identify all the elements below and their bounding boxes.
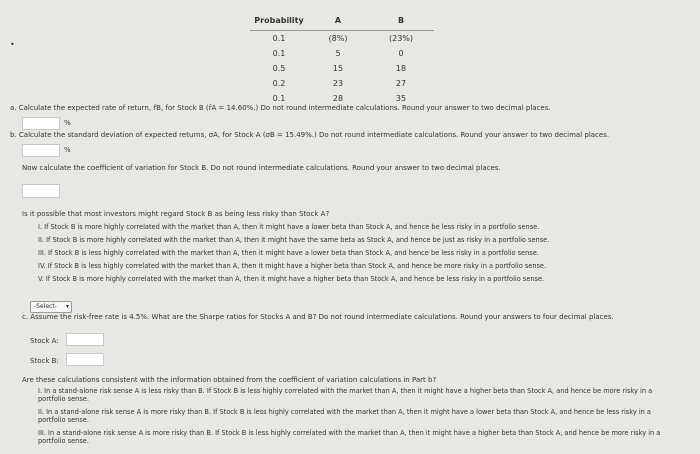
table-row: [250, 61, 434, 76]
list-item: V. If Stock B is more highly correlated with the market than A, then it might have a higher beta than Stock A, and hence be less risky in a portfolio sense.: [38, 275, 545, 283]
cell: (23%): [388, 34, 414, 43]
cv-instructions: Now calculate the coefficient of variation for Stock B. Do not round intermediate calculations. Round your answer to two decimal places.: [22, 164, 501, 172]
cell: 0: [398, 49, 404, 58]
percent-a: %: [64, 119, 71, 127]
cell: (8%): [328, 34, 348, 43]
cell: 0.1: [272, 49, 286, 58]
header-a: A: [308, 10, 368, 31]
cell: 23: [332, 79, 344, 88]
cell: 0.2: [272, 79, 286, 88]
sharpe-b-input[interactable]: [66, 353, 104, 366]
select-label: -Select-: [34, 303, 57, 310]
list-item: IV. If Stock B is less highly correlated with the market than A, then it might have a higher beta than Stock A, and hence be more risky in a portfolio sense.: [38, 262, 547, 270]
percent-b: %: [64, 146, 71, 154]
header-probability: Probability: [250, 10, 308, 31]
answer-select[interactable]: [30, 301, 72, 313]
list-item: II. If Stock B is more highly correlated with the market than A, then it might have the same beta as Stock A, and hence be just as risky in a portfolio sense.: [38, 236, 550, 244]
list-item: I. In a stand-alone risk sense A is less risky than B. If Stock B is less highly correlated with the market than A, then it might have a higher beta than Stock A, and hence be more risky in a portfolio sense.: [38, 387, 653, 403]
part-a-text: a. Calculate the expected rate of return, r̂B, for Stock B (r̂A = 14.60%.) Do not round intermediate calculations. Round your answer to two decimal places.: [10, 104, 551, 112]
stock-b-label: Stock B:: [30, 357, 59, 365]
probability-table: [250, 10, 434, 106]
table-row: [250, 76, 434, 91]
cell: 0.1: [272, 94, 286, 103]
cell: 27: [395, 79, 407, 88]
table-header-row: [250, 10, 434, 31]
cell: 15: [332, 64, 344, 73]
chevron-down-icon: ▾: [65, 303, 69, 310]
bullet-marker: •: [10, 40, 15, 49]
table-row: [250, 31, 434, 47]
sharpe-a-input[interactable]: [66, 333, 104, 346]
consistency-question: Are these calculations consistent with the information obtained from the coefficient of variation calculations in Part b?: [22, 376, 437, 384]
cv-b-input[interactable]: [22, 184, 60, 198]
part-b-text: b. Calculate the standard deviation of expected returns, σA, for Stock A (σB = 15.49%.) Do not round intermediate calculations. Round your answer to two decimal places.: [10, 131, 610, 139]
cell: 0.1: [272, 34, 286, 43]
question-text: Is it possible that most investors might regard Stock B as being less risky than Stock A?: [22, 210, 330, 218]
list-item: III. In a stand-alone risk sense A is more risky than B. If Stock B is less highly correlated with the market than A, then it might have a higher beta than Stock A, and hence be more risky in a portfolio sense.: [38, 429, 661, 445]
list-item: I. If Stock B is more highly correlated with the market than A, then it might have a lower beta than Stock A, and hence be less risky in a portfolio sense.: [38, 223, 540, 231]
cell: 18: [395, 64, 407, 73]
part-c-text: c. Assume the risk-free rate is 4.5%. What are the Sharpe ratios for Stocks A and B? Do not round intermediate calculations. Round your answers to four decimal places.: [22, 313, 614, 321]
table-row: [250, 46, 434, 61]
list-item: III. If Stock B is less highly correlated with the market than A, then it might have a lower beta than Stock A, and hence be less risky in a portfolio sense.: [38, 249, 539, 257]
header-b: B: [368, 10, 434, 31]
stock-a-label: Stock A:: [30, 337, 59, 345]
expected-return-b-input[interactable]: [22, 117, 60, 130]
cell: 35: [395, 94, 407, 103]
cell: 0.5: [272, 64, 286, 73]
cell: 28: [332, 94, 344, 103]
list-item: II. In a stand-alone risk sense A is more risky than B. If Stock B is less highly correlated with the market than A, then it might have a lower beta than Stock A, and hence be less risky in a portfolio sense.: [38, 408, 651, 424]
cell: 5: [335, 49, 341, 58]
std-dev-a-input[interactable]: [22, 144, 60, 157]
